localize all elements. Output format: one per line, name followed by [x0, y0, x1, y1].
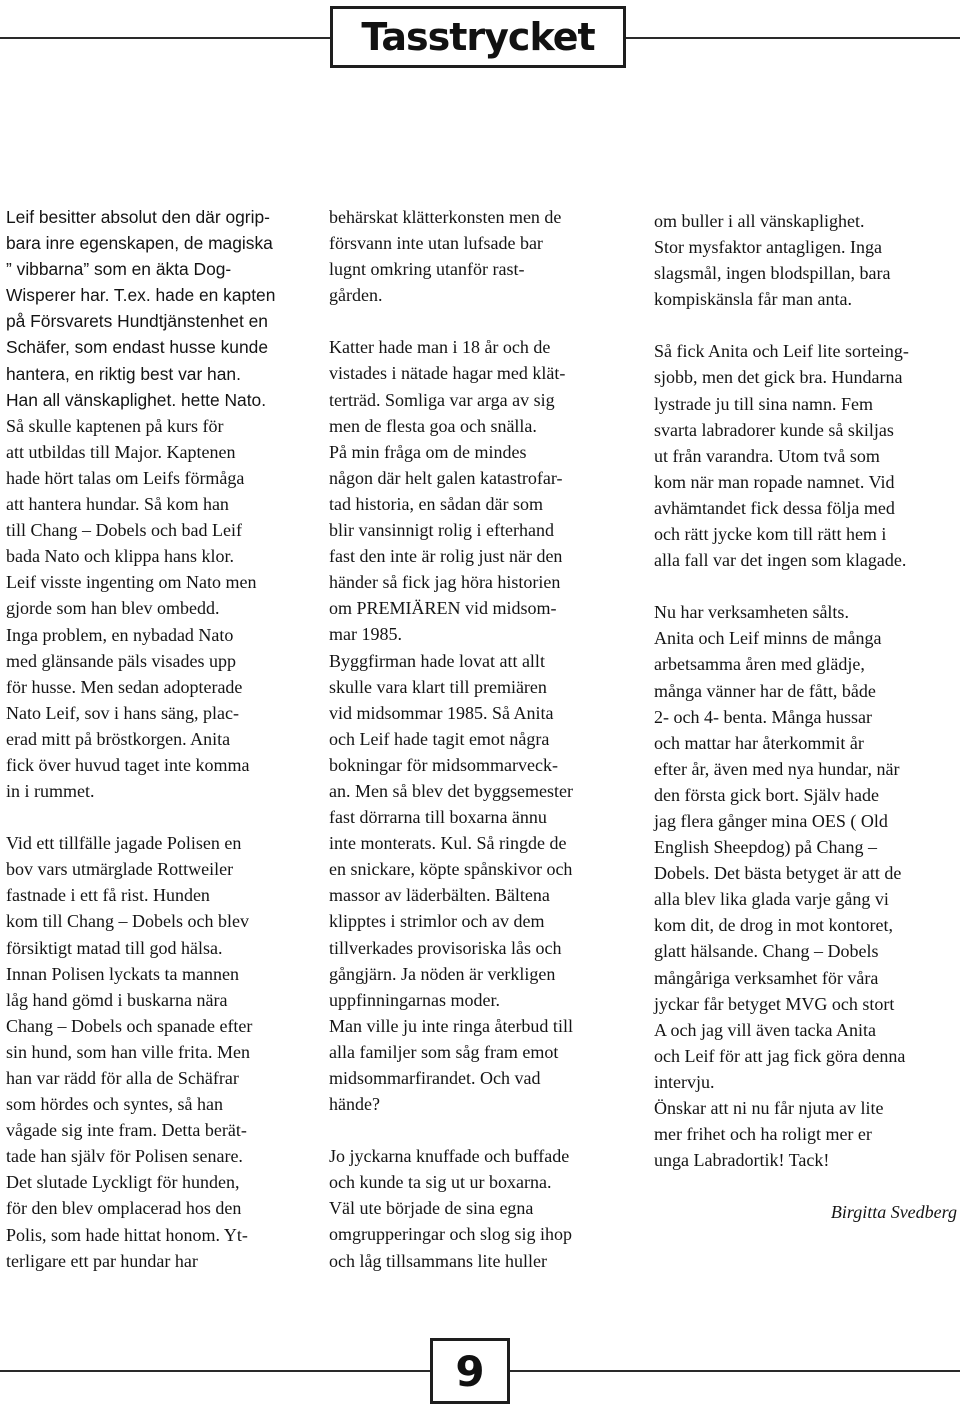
- text-line: den första gick bort. Själv hade: [654, 784, 879, 805]
- text-line: och låg tillsammans lite huller: [329, 1250, 547, 1271]
- text-line: unga Labradortik! Tack!: [654, 1150, 830, 1171]
- text-line: fast den inte är rolig just när den: [329, 546, 563, 567]
- text-line: händer så fick jag höra historien: [329, 572, 561, 593]
- text-line: tillverkades provisoriska lås och: [329, 937, 562, 958]
- paragraph-spacer: [654, 573, 957, 599]
- text-line: försvann inte utan lufsade bar: [329, 233, 543, 254]
- text-line: glatt hälsande. Chang – Dobels: [654, 941, 879, 962]
- text-line: alla familjer som såg fram emot: [329, 1041, 559, 1062]
- article-paragraph: [654, 208, 957, 312]
- text-line: A och jag vill även tacka Anita: [654, 1019, 876, 1040]
- text-line: fick över huvud taget inte komma: [6, 754, 250, 775]
- text-line: mar 1985.: [329, 624, 402, 645]
- text-line: med glänsande päls visades upp: [6, 650, 236, 671]
- text-line: lugnt omkring utanför rast-: [329, 259, 525, 280]
- text-line: massor av läderbälten. Bältena: [329, 885, 550, 906]
- text-line: Anita och Leif minns de många: [654, 628, 882, 649]
- text-line: terträd. Somliga var arga av sig: [329, 389, 555, 410]
- text-line: och rätt jycke kom till rätt hem i: [654, 524, 887, 545]
- text-line: kom till Chang – Dobels och blev: [6, 911, 249, 932]
- text-line: för den blev omplacerad hos den: [6, 1198, 242, 1219]
- text-line: Katter hade man i 18 år och de: [329, 337, 551, 358]
- article-paragraph: [6, 413, 316, 804]
- text-line: och Leif för att jag fick göra denna: [654, 1045, 906, 1066]
- paragraph-spacer: [329, 1117, 639, 1143]
- text-line: kom när man ropade namnet. Vid: [654, 471, 895, 492]
- text-line: efter år, även med nya hundar, när: [654, 758, 900, 779]
- text-line: hade hört talas om Leifs förmåga: [6, 467, 245, 488]
- text-line: Väl ute började de sina egna: [329, 1198, 534, 1219]
- text-line: erad mitt på bröstkorgen. Anita: [6, 728, 231, 749]
- text-line: klipptes i strimlor och av dem: [329, 911, 545, 932]
- article-paragraph: [6, 204, 316, 413]
- paragraph-spacer: [329, 308, 639, 334]
- text-line: Önskar att ni nu får njuta av lite: [654, 1098, 884, 1118]
- text-line: omgrupperingar och slog sig ihop: [329, 1224, 572, 1245]
- text-line: in i rummet.: [6, 781, 95, 802]
- text-line: bov vars utmärglade Rottweiler: [6, 859, 234, 880]
- text-line: bokningar för midsommarveck-: [329, 754, 558, 775]
- header-rule-right: [626, 37, 960, 39]
- text-line: Chang – Dobels och spanade efter: [6, 1015, 253, 1036]
- article-paragraph: [6, 830, 316, 1274]
- text-line: Man ville ju inte ringa återbud till: [329, 1015, 573, 1036]
- text-line: tade han själv för Polisen senare.: [6, 1146, 243, 1167]
- text-line: försiktigt matad till god hälsa.: [6, 937, 223, 958]
- text-line: gångjärn. Ja nöden är verkligen: [329, 963, 556, 984]
- text-line: gården.: [329, 285, 383, 306]
- paragraph-spacer: [6, 804, 316, 830]
- text-line: Birgitta Svedberg: [830, 1202, 957, 1223]
- text-line: till Chang – Dobels och bad Leif: [6, 520, 242, 541]
- text-line: mer frihet och ha roligt mer er: [654, 1124, 872, 1145]
- text-line: sjobb, men det gick bra. Hundarna: [654, 367, 903, 388]
- text-line: Inga problem, en nybadad Nato: [6, 624, 234, 645]
- text-line: som hördes och syntes, så han: [6, 1094, 223, 1115]
- text-line: alla blev lika glada varje gång vi: [654, 889, 889, 910]
- article-paragraph: [329, 204, 639, 308]
- text-line: skulle vara klart till premiären: [329, 676, 547, 697]
- text-line: Leif visste ingenting om Nato men: [6, 572, 257, 593]
- text-line: jyckar får betyget MVG och stort: [654, 993, 895, 1014]
- article-paragraph: [329, 1143, 639, 1273]
- text-line: På min fråga om de mindes: [329, 441, 527, 462]
- text-line: Byggfirman hade lovat att allt: [329, 650, 545, 671]
- text-line: lystrade ju till sina namn. Fem: [654, 393, 873, 414]
- text-line: bada Nato och klippa hans klor.: [6, 546, 234, 567]
- text-line: alla fall var det ingen som klagade.: [654, 550, 907, 571]
- text-line: och Leif hade tagit emot några: [329, 728, 550, 749]
- text-line: och mattar har återkommit år: [654, 732, 864, 753]
- text-line: om PREMIÄREN vid midsom-: [329, 598, 557, 619]
- text-line: Vid ett tillfälle jagade Polisen en: [6, 833, 242, 854]
- text-line: hände?: [329, 1094, 380, 1115]
- text-line: Han all vänskaplighet. hette Nato.: [6, 389, 267, 410]
- text-line: gjorde som han blev ombedd.: [6, 598, 220, 619]
- text-line: om buller i all vänskaplighet.: [654, 211, 865, 231]
- text-line: an. Men så blev det byggsemester: [329, 780, 573, 801]
- masthead-title: Tasstrycket: [361, 15, 595, 59]
- page-number: 9: [455, 1346, 485, 1396]
- text-line: inte monterats. Kul. Så ringde de: [329, 833, 567, 854]
- article-paragraph: [329, 334, 639, 1117]
- text-line: Jo jyckarna knuffade och buffade: [329, 1146, 570, 1167]
- text-line: intervju.: [654, 1071, 715, 1092]
- article-column-3: [654, 208, 957, 1225]
- article-column-1: [6, 204, 316, 1274]
- text-line: 2- och 4- benta. Många hussar: [654, 706, 872, 727]
- text-line: midsommarfirandet. Och vad: [329, 1068, 541, 1088]
- text-line: fast dörrarna till boxarna ännu: [329, 807, 547, 828]
- text-line: Nato Leif, sov i hans säng, plac-: [6, 702, 239, 723]
- text-line: Nu har verksamheten sålts.: [654, 602, 849, 623]
- text-line: ” vibbarna” som en äkta Dog-: [6, 259, 232, 280]
- footer-rule-left: [0, 1370, 430, 1372]
- text-line: Så skulle kaptenen på kurs för: [6, 415, 224, 436]
- text-line: att hantera hundar. Så kom han: [6, 494, 229, 515]
- text-line: bara inre egenskapen, de magiska: [6, 233, 273, 254]
- masthead-title-box: [330, 6, 626, 68]
- text-line: Innan Polisen lyckats ta mannen: [6, 963, 239, 984]
- text-line: Polis, som hade hittat honom. Yt-: [6, 1224, 248, 1245]
- text-line: kom dit, de drog in mot kontoret,: [654, 915, 893, 936]
- article-paragraph: [654, 338, 957, 573]
- text-line: jag flera gånger mina OES ( Old: [654, 810, 888, 831]
- author-signature: [654, 1199, 957, 1225]
- text-line: Leif besitter absolut den där ogrip-: [6, 207, 270, 227]
- text-line: Det slutade Lyckligt för hunden,: [6, 1172, 240, 1193]
- text-line: många vänner har de fått, både: [654, 680, 876, 701]
- text-line: Dobels. Det bästa betyget är att de: [654, 863, 902, 884]
- page-number-box: [430, 1338, 510, 1404]
- text-line: ut från varandra. Utom två som: [654, 445, 880, 466]
- text-line: sin hund, som han ville frita. Men: [6, 1041, 250, 1062]
- text-line: hantera, en riktig best var han.: [6, 363, 241, 384]
- text-line: fastnade i ett få rist. Hunden: [6, 885, 210, 906]
- text-line: svarta labradorer kunde så skiljas: [654, 419, 894, 440]
- text-line: någon där helt galen katastrofar-: [329, 467, 563, 488]
- text-line: låg hand gömd i buskarna nära: [6, 989, 228, 1010]
- paragraph-spacer: [654, 312, 957, 338]
- text-line: kompiskänsla får man anta.: [654, 289, 852, 310]
- text-line: Stor mysfaktor antagligen. Inga: [654, 237, 882, 258]
- text-line: behärskat klätterkonsten men de: [329, 207, 562, 227]
- text-line: Schäfer, som endast husse kunde: [6, 337, 268, 358]
- text-line: blir vansinnigt rolig i efterhand: [329, 520, 554, 541]
- text-line: han var rädd för alla de Schäfrar: [6, 1068, 239, 1088]
- text-line: avhämtandet fick dessa följa med: [654, 497, 895, 518]
- text-line: för husse. Men sedan adopterade: [6, 676, 243, 697]
- text-line: men de flesta goa och snälla.: [329, 415, 537, 436]
- text-line: att utbildas till Major. Kaptenen: [6, 441, 236, 462]
- text-line: en snickare, köpte spånskivor och: [329, 859, 573, 880]
- text-line: och kunde ta sig ut ur boxarna.: [329, 1172, 552, 1193]
- text-line: Wisperer har. T.ex. hade en kapten: [6, 285, 276, 306]
- text-line: på Försvarets Hundtjänstenhet en: [6, 311, 268, 332]
- text-line: uppfinningarnas moder.: [329, 989, 500, 1010]
- text-line: Så fick Anita och Leif lite sorteing-: [654, 341, 909, 362]
- text-line: arbetsamma åren med glädje,: [654, 654, 865, 675]
- paragraph-spacer: [654, 1173, 957, 1199]
- article-column-2: [329, 204, 639, 1274]
- header-rule-left: [0, 37, 330, 39]
- text-line: mångåriga verksamhet för våra: [654, 967, 879, 988]
- text-line: tad historia, en sådan där som: [329, 493, 543, 514]
- footer-rule-right: [510, 1370, 960, 1372]
- text-line: vid midsommar 1985. Så Anita: [329, 702, 554, 723]
- text-line: vistades i nätade hagar med klät-: [329, 363, 566, 384]
- text-line: English Sheepdog) på Chang –: [654, 837, 877, 858]
- text-line: terligare ett par hundar har: [6, 1250, 198, 1271]
- text-line: vågade sig inte fram. Detta berät-: [6, 1120, 247, 1141]
- article-paragraph: [654, 599, 957, 1173]
- text-line: slagsmål, ingen blodspillan, bara: [654, 263, 891, 284]
